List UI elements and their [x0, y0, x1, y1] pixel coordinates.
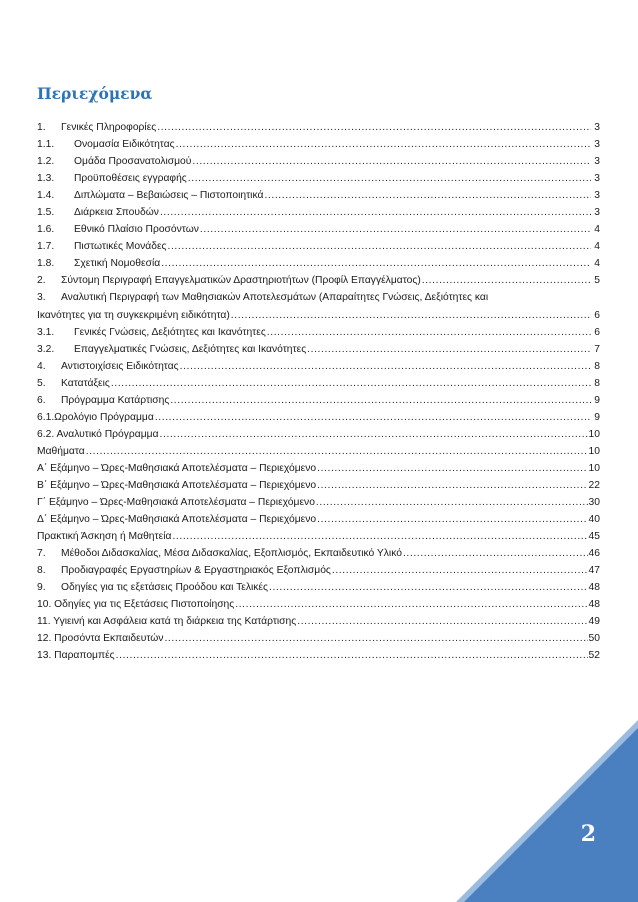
- toc-entry-number: 3.: [37, 292, 46, 304]
- toc-entry-text: Πιστωτικές Μονάδες: [74, 241, 167, 253]
- toc-leader-dots: [176, 136, 591, 153]
- toc-entry-number: 3.1.: [37, 326, 55, 338]
- toc-entry[interactable]: [37, 136, 600, 153]
- toc-entry-number: 4.: [37, 360, 46, 372]
- page-number: 2: [580, 821, 596, 847]
- toc-entry-text: Πρόγραμμα Κατάρτισης: [61, 394, 170, 406]
- toc-entry-text: Αναλυτική Περιγραφή των Μαθησιακών Αποτελεσμάτων (Απαραίτητες Γνώσεις, Δεξιότητες και: [61, 292, 489, 304]
- toc-entry-page: 7: [594, 343, 600, 355]
- toc-entry-text: Κατατάξεις: [61, 377, 110, 389]
- toc-entry-page: 40: [588, 514, 600, 526]
- toc-entry[interactable]: [37, 392, 600, 409]
- toc-entry[interactable]: [37, 511, 600, 528]
- toc-entry-page: 4: [594, 258, 600, 270]
- toc-entry-text: Σύντομη Περιγραφή Επαγγελματικών Δραστηριοτήτων (Προφίλ Επαγγέλματος): [61, 275, 421, 287]
- toc-entry-page: 3: [594, 156, 600, 168]
- toc-entry[interactable]: [37, 562, 600, 579]
- toc-entry-text: Σχετική Νομοθεσία: [74, 258, 161, 270]
- toc-entry-page: 9: [594, 411, 600, 423]
- toc-entry-page: 3: [594, 173, 600, 185]
- toc-entry-page: 6: [594, 309, 600, 321]
- toc-entry-text: Μέθοδοι Διδασκαλίας, Μέσα Διδασκαλίας, Εξοπλισμός, Εκπαιδευτικό Υλικό: [61, 548, 402, 560]
- page-corner-decoration: [456, 720, 638, 902]
- toc-leader-dots: [157, 119, 591, 136]
- toc-entry-page: 3: [594, 122, 600, 133]
- toc-leader-dots: [264, 187, 591, 204]
- toc-leader-dots: [188, 170, 591, 187]
- toc-entry-number: 1.2.: [37, 156, 55, 168]
- toc-entry-page: 22: [588, 479, 600, 491]
- toc-entry-page: 48: [588, 599, 600, 611]
- toc-entry-page: 3: [594, 190, 600, 202]
- toc-entry[interactable]: [37, 255, 600, 272]
- toc-entry-number: 6.: [37, 394, 46, 406]
- toc-entry[interactable]: [37, 426, 600, 443]
- toc-entry-number: 2.: [37, 275, 46, 287]
- toc-entry-number: 1.: [37, 122, 46, 133]
- toc-entry[interactable]: [37, 494, 600, 511]
- toc-leader-dots: [231, 307, 591, 324]
- toc-entry-text: 10. Οδηγίες για τις Εξετάσεις Πιστοποίησης: [37, 599, 235, 611]
- toc-entry-text: Προδιαγραφές Εργαστηρίων & Εργαστηριακός Εξοπλισμός: [61, 565, 331, 577]
- toc-entry[interactable]: [37, 272, 600, 289]
- toc-entry[interactable]: [37, 324, 600, 341]
- toc-entry-page: 50: [588, 633, 600, 645]
- toc-entry-page: 10: [588, 428, 600, 440]
- toc-entry-text: Διάρκεια Σπουδών: [74, 207, 159, 219]
- toc-leader-dots: [297, 613, 587, 630]
- toc-entry[interactable]: [37, 545, 600, 562]
- toc-entry-text: Β΄ Εξάμηνο – Ώρες-Μαθησιακά Αποτελέσματα – Περιεχόμενο: [37, 479, 317, 491]
- toc-entry-text: 6.1.Ωρολόγιο Πρόγραμμα: [37, 411, 154, 423]
- toc-entry-text: Γενικές Γνώσεις, Δεξιότητες και Ικανότητες: [74, 326, 266, 338]
- toc-entry-number: 1.8.: [37, 258, 55, 270]
- toc-entry-page: 46: [588, 548, 600, 560]
- toc-entry-page: 47: [588, 565, 600, 577]
- toc-leader-dots: [235, 596, 587, 613]
- toc-entry-number: 7.: [37, 548, 46, 560]
- toc-entry-text: Εθνικό Πλαίσιο Προσόντων: [74, 224, 199, 236]
- toc-entry-text: 6.2. Αναλυτικό Πρόγραμμα: [37, 428, 159, 440]
- toc-entry[interactable]: [37, 409, 600, 426]
- toc-entry-page: 5: [594, 275, 600, 287]
- toc-entry[interactable]: [37, 613, 600, 630]
- toc-entry-number: 3.2.: [37, 343, 55, 355]
- toc-entry[interactable]: [37, 170, 600, 187]
- toc-entry-page: 52: [588, 650, 600, 662]
- toc-entry-page: 45: [588, 531, 600, 543]
- toc-entry-number: 1.4.: [37, 190, 55, 202]
- toc-entry-text: Ομάδα Προσανατολισμού: [74, 156, 192, 168]
- toc-entry-number: 8.: [37, 565, 46, 577]
- toc-entry[interactable]: [37, 341, 600, 358]
- toc-entry-number: 9.: [37, 582, 46, 594]
- toc-entry-page: 3: [594, 207, 600, 219]
- toc-entry[interactable]: [37, 596, 600, 613]
- toc-entry[interactable]: [37, 460, 600, 477]
- toc-entry-number: 1.7.: [37, 241, 55, 253]
- toc-leader-dots: [86, 443, 588, 460]
- toc-entry[interactable]: [37, 153, 600, 170]
- toc-leader-dots: [155, 409, 591, 426]
- toc-leader-dots: [422, 272, 591, 289]
- toc-title: Περιεχόμενα: [37, 84, 153, 103]
- toc-leader-dots: [160, 204, 591, 221]
- toc-entry-text: Πρακτική Άσκηση ή Μαθητεία: [37, 531, 172, 543]
- toc-leader-dots: [307, 341, 591, 358]
- toc-leader-dots: [161, 255, 591, 272]
- toc-entry-page: 3: [594, 139, 600, 151]
- toc-leader-dots: [168, 238, 591, 255]
- toc-entry-page: 49: [588, 616, 600, 628]
- toc-entry-page: 8: [594, 377, 600, 389]
- toc-leader-dots: [200, 221, 591, 238]
- toc-entry-page: 8: [594, 360, 600, 372]
- toc-entry-page: 6: [594, 326, 600, 338]
- toc-entry[interactable]: [37, 647, 600, 664]
- toc-leader-dots: [111, 375, 591, 392]
- toc-entry-page: 48: [588, 582, 600, 594]
- toc-entry-text: 13. Παραπομπές: [37, 650, 115, 662]
- toc-entry-number: 5.: [37, 377, 46, 389]
- toc-entry-number: 1.1.: [37, 139, 55, 151]
- toc-entry-text: Γενικές Πληροφορίες: [61, 122, 157, 133]
- toc-entry[interactable]: [37, 630, 600, 647]
- toc-entry-text-continued: Ικανότητες για τη συγκεκριμένη ειδικότητα): [37, 309, 230, 321]
- toc-entry[interactable]: [37, 579, 600, 596]
- toc-leader-dots: [172, 528, 587, 545]
- toc-entry-text: Μαθήματα: [37, 445, 85, 457]
- toc-entry[interactable]: [37, 528, 600, 545]
- toc-entry[interactable]: [37, 221, 600, 238]
- toc-entry[interactable]: [37, 358, 600, 375]
- toc-entry[interactable]: [37, 375, 600, 392]
- toc-leader-dots: [160, 426, 588, 443]
- toc-leader-dots: [164, 630, 587, 647]
- toc-entry-page: 10: [588, 462, 600, 474]
- toc-entry-text: Γ΄ Εξάμηνο – Ώρες-Μαθησιακά Αποτελέσματα – Περιεχόμενο: [37, 497, 315, 509]
- toc-leader-dots: [332, 562, 588, 579]
- toc-leader-dots: [192, 153, 591, 170]
- toc-entry[interactable]: [37, 187, 600, 204]
- table-of-contents: [37, 119, 600, 665]
- toc-entry-text: Ονομασία Ειδικότητας: [74, 139, 175, 151]
- toc-leader-dots: [316, 494, 588, 511]
- toc-leader-dots: [403, 545, 588, 562]
- toc-entry[interactable]: [37, 443, 600, 460]
- toc-entry-text: Προϋποθέσεις εγγραφής: [74, 173, 187, 185]
- toc-entry-page: 4: [594, 241, 600, 253]
- toc-entry-text: Α΄ Εξάμηνο – Ώρες-Μαθησιακά Αποτελέσματα – Περιεχόμενο: [37, 462, 317, 474]
- toc-entry-page: 9: [594, 394, 600, 406]
- toc-entry-text: Διπλώματα – Βεβαιώσεις – Πιστοποιητικά: [74, 190, 264, 202]
- toc-leader-dots: [317, 477, 587, 494]
- toc-leader-dots: [267, 324, 591, 341]
- toc-entry-text: 12. Προσόντα Εκπαιδευτών: [37, 633, 164, 645]
- toc-leader-dots: [269, 579, 588, 596]
- toc-entry-page: 30: [588, 497, 600, 509]
- toc-leader-dots: [180, 358, 591, 375]
- toc-entry-text: Επαγγελματικές Γνώσεις, Δεξιότητες και Ικανότητες: [74, 343, 307, 355]
- toc-entry-number: 1.3.: [37, 173, 55, 185]
- toc-entry[interactable]: [37, 204, 600, 221]
- toc-entry-text: 11. Υγιεινή και Ασφάλεια κατά τη διάρκεια της Κατάρτισης: [37, 616, 297, 628]
- toc-entry[interactable]: [37, 119, 600, 136]
- toc-leader-dots: [317, 511, 587, 528]
- toc-entry-number: 1.5.: [37, 207, 55, 219]
- toc-entry[interactable]: [37, 289, 600, 323]
- toc-entry-page: 10: [588, 445, 600, 457]
- toc-entry-text: Αντιστοιχίσεις Ειδικότητας: [61, 360, 179, 372]
- toc-entry[interactable]: [37, 477, 600, 494]
- toc-leader-dots: [317, 460, 587, 477]
- toc-leader-dots: [170, 392, 591, 409]
- toc-leader-dots: [116, 647, 588, 664]
- toc-entry-page: 4: [594, 224, 600, 236]
- toc-entry-number: 1.6.: [37, 224, 55, 236]
- toc-entry[interactable]: [37, 238, 600, 255]
- toc-entry-text: Οδηγίες για τις εξετάσεις Προόδου και Τελικές: [61, 582, 268, 594]
- toc-entry-text: Δ΄ Εξάμηνο – Ώρες-Μαθησιακά Αποτελέσματα – Περιεχόμενο: [37, 514, 317, 526]
